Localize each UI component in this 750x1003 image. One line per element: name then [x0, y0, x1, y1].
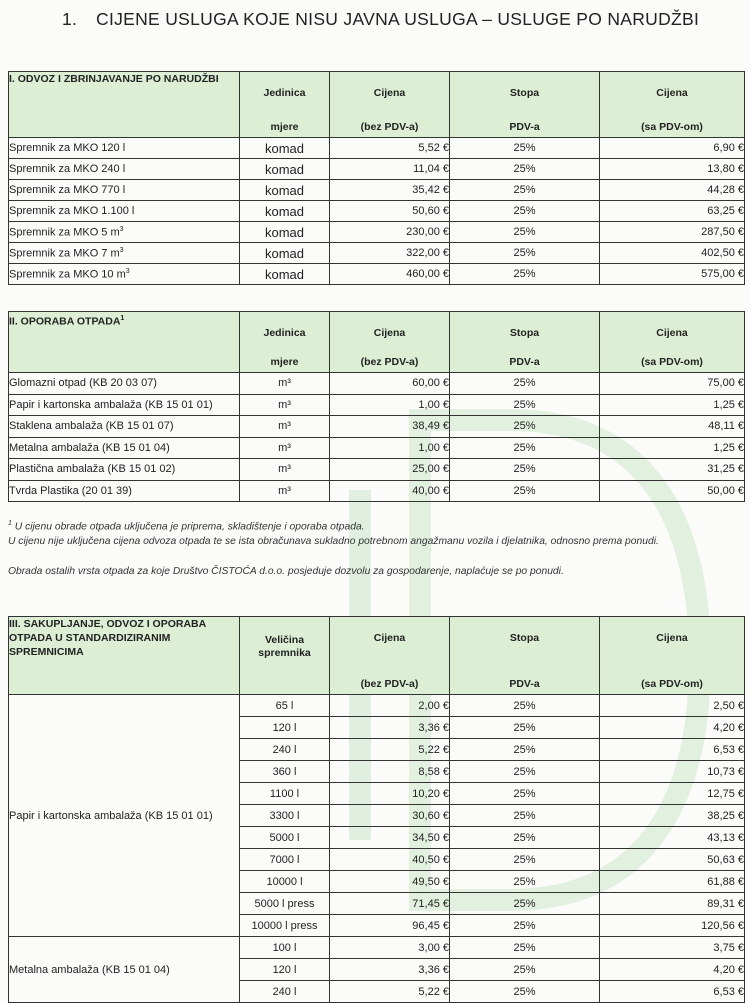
page-title-number: 1. — [62, 9, 78, 29]
table-row — [9, 222, 745, 243]
vat-rate-cell: 25% — [450, 416, 600, 438]
price-net-cell: 322,00 € — [330, 243, 450, 264]
price-net-cell: 2,00 € — [330, 695, 450, 717]
price-net-cell: 3,00 € — [330, 937, 450, 959]
price-net-cell: 460,00 € — [330, 264, 450, 285]
table-row — [9, 243, 745, 264]
vat-rate-cell: 25% — [450, 222, 600, 243]
item-name: Spremnik za MKO 120 l — [9, 138, 240, 159]
vat-rate-cell: 25% — [450, 849, 600, 871]
price-gross-cell: 4,20 € — [600, 959, 745, 981]
table-row — [9, 394, 745, 416]
table-row — [9, 695, 745, 717]
price-gross-cell: 31,25 € — [600, 459, 745, 481]
table-section-2 — [8, 311, 745, 502]
unit-cell: m³ — [240, 416, 330, 438]
section-1-rows — [9, 138, 745, 285]
footnotes — [8, 516, 728, 579]
price-net-cell: 49,50 € — [330, 871, 450, 893]
price-gross-cell: 6,90 € — [600, 138, 745, 159]
item-name: Spremnik za MKO 240 l — [9, 159, 240, 180]
unit-cell: m³ — [240, 373, 330, 395]
col-unit-header: Jedinica mjere — [240, 312, 330, 373]
unit-cell: komad — [240, 264, 330, 285]
item-name: Spremnik za MKO 7 $m^3$ — [9, 243, 240, 264]
price-gross-cell: 50,00 € — [600, 480, 745, 502]
footnote-2: U cijenu nije uključena cijena odvoza otpada te se ista obračunava sukladno potrebnom angažmanu vozila i djelatnika, odnosno prema ponudi. — [8, 536, 659, 548]
vat-rate-cell: 25% — [450, 871, 600, 893]
section-3-rows — [9, 695, 745, 1003]
vat-rate-cell: 25% — [450, 180, 600, 201]
price-gross-cell: 10,73 € — [600, 761, 745, 783]
price-net-cell: 11,04 € — [330, 159, 450, 180]
table-row — [9, 159, 745, 180]
price-net-cell: 3,36 € — [330, 717, 450, 739]
vat-rate-cell: 25% — [450, 827, 600, 849]
unit-cell: komad — [240, 243, 330, 264]
price-net-cell: 8,58 € — [330, 761, 450, 783]
size-cell: 3300 l — [240, 805, 330, 827]
table-row — [9, 180, 745, 201]
price-gross-cell: 402,50 € — [600, 243, 745, 264]
price-net-cell: 35,42 € — [330, 180, 450, 201]
superscript: 3 — [119, 246, 124, 254]
col-vat-header: Stopa PDV-a — [450, 312, 600, 373]
price-net-cell: 230,00 € — [330, 222, 450, 243]
size-cell: 240 l — [240, 739, 330, 761]
section-3-title: III. SAKUPLJANJE, ODVOZ I OPORABA OTPADA U STANDARDIZIRANIM SPREMNICIMA — [9, 617, 240, 695]
item-name: Papir i kartonska ambalaža (KB 15 01 01) — [9, 394, 240, 416]
table-row — [9, 201, 745, 222]
col-net-header: Cijena (bez PDV-a) — [330, 617, 450, 695]
col-gross-header: Cijena (sa PDV-om) — [600, 312, 745, 373]
table-row — [9, 459, 745, 481]
unit-cell: komad — [240, 222, 330, 243]
item-name: Staklena ambalaža (KB 15 01 07) — [9, 416, 240, 438]
table-row — [9, 437, 745, 459]
col-unit-header: Jedinica mjere — [240, 72, 330, 138]
price-net-cell: 5,52 € — [330, 138, 450, 159]
price-gross-cell: 75,00 € — [600, 373, 745, 395]
price-gross-cell: 44,28 € — [600, 180, 745, 201]
price-gross-cell: 12,75 € — [600, 783, 745, 805]
price-net-cell: 3,36 € — [330, 959, 450, 981]
col-size-header: Veličina spremnika — [240, 617, 330, 695]
price-gross-cell: 1,25 € — [600, 394, 745, 416]
unit-cell: m³ — [240, 394, 330, 416]
table-row — [9, 264, 745, 285]
price-gross-cell: 2,50 € — [600, 695, 745, 717]
price-gross-cell: 48,11 € — [600, 416, 745, 438]
item-name: Glomazni otpad (KB 20 03 07) — [9, 373, 240, 395]
vat-rate-cell: 25% — [450, 201, 600, 222]
price-net-cell: 30,60 € — [330, 805, 450, 827]
price-net-cell: 38,49 € — [330, 416, 450, 438]
price-gross-cell: 43,13 € — [600, 827, 745, 849]
size-cell: 100 l — [240, 937, 330, 959]
price-net-cell: 5,22 € — [330, 981, 450, 1003]
price-net-cell: 1,00 € — [330, 394, 450, 416]
group-name: Papir i kartonska ambalaža (KB 15 01 01) — [9, 695, 240, 937]
vat-rate-cell: 25% — [450, 805, 600, 827]
price-net-cell: 25,00 € — [330, 459, 450, 481]
size-cell: 1100 l — [240, 783, 330, 805]
size-cell: 65 l — [240, 695, 330, 717]
unit-cell: komad — [240, 159, 330, 180]
item-name: Metalna ambalaža (KB 15 01 04) — [9, 437, 240, 459]
price-net-cell: 60,00 € — [330, 373, 450, 395]
superscript: 3 — [119, 225, 124, 233]
price-net-cell: 96,45 € — [330, 915, 450, 937]
vat-rate-cell: 25% — [450, 937, 600, 959]
price-gross-cell: 287,50 € — [600, 222, 745, 243]
vat-rate-cell: 25% — [450, 159, 600, 180]
price-net-cell: 34,50 € — [330, 827, 450, 849]
page-title-text: CIJENE USLUGA KOJE NISU JAVNA USLUGA – USLUGE PO NARUDŽBI — [96, 9, 700, 29]
vat-rate-cell: 25% — [450, 459, 600, 481]
price-net-cell: 1,00 € — [330, 437, 450, 459]
superscript: 3 — [125, 267, 130, 275]
size-cell: 7000 l — [240, 849, 330, 871]
price-gross-cell: 4,20 € — [600, 717, 745, 739]
unit-cell: komad — [240, 138, 330, 159]
item-name: Spremnik za MKO 770 l — [9, 180, 240, 201]
vat-rate-cell: 25% — [450, 981, 600, 1003]
vat-rate-cell: 25% — [450, 695, 600, 717]
price-net-cell: 40,00 € — [330, 480, 450, 502]
vat-rate-cell: 25% — [450, 437, 600, 459]
vat-rate-cell: 25% — [450, 893, 600, 915]
vat-rate-cell: 25% — [450, 373, 600, 395]
price-gross-cell: 6,53 € — [600, 739, 745, 761]
vat-rate-cell: 25% — [450, 739, 600, 761]
price-gross-cell: 38,25 € — [600, 805, 745, 827]
price-gross-cell: 575,00 € — [600, 264, 745, 285]
price-gross-cell: 61,88 € — [600, 871, 745, 893]
item-name: Spremnik za MKO 1.100 l — [9, 201, 240, 222]
table-section-3 — [8, 616, 745, 1003]
vat-rate-cell: 25% — [450, 480, 600, 502]
table-row — [9, 138, 745, 159]
unit-cell: komad — [240, 201, 330, 222]
table-row — [9, 937, 745, 959]
item-name: Plastična ambalaža (KB 15 01 02) — [9, 459, 240, 481]
item-name: Spremnik za MKO 5 $m^3$ — [9, 222, 240, 243]
price-gross-cell: 3,75 € — [600, 937, 745, 959]
vat-rate-cell: 25% — [450, 243, 600, 264]
item-name: Tvrda Plastika (20 01 39) — [9, 480, 240, 502]
vat-rate-cell: 25% — [450, 761, 600, 783]
price-net-cell: 40,50 € — [330, 849, 450, 871]
section-2-rows — [9, 373, 745, 502]
size-cell: 120 l — [240, 959, 330, 981]
footnote-1: $^1$ U cijenu obrade otpada uključena je priprema, skladištenje i oporaba otpada. — [8, 520, 365, 533]
vat-rate-cell: 25% — [450, 394, 600, 416]
unit-cell: m³ — [240, 459, 330, 481]
vat-rate-cell: 25% — [450, 959, 600, 981]
size-cell: 5000 l press — [240, 893, 330, 915]
vat-rate-cell: 25% — [450, 264, 600, 285]
price-net-cell: 50,60 € — [330, 201, 450, 222]
vat-rate-cell: 25% — [450, 915, 600, 937]
price-gross-cell: 63,25 € — [600, 201, 745, 222]
price-gross-cell: 1,25 € — [600, 437, 745, 459]
table-row — [9, 480, 745, 502]
col-net-header: Cijena (bez PDV-a) — [330, 312, 450, 373]
price-gross-cell: 6,53 € — [600, 981, 745, 1003]
vat-rate-cell: 25% — [450, 717, 600, 739]
item-name: Spremnik za MKO 10 $m^3$ — [9, 264, 240, 285]
size-cell: 5000 l — [240, 827, 330, 849]
section-1-title: I. ODVOZ I ZBRINJAVANJE PO NARUDŽBI — [9, 72, 240, 138]
group-name: Metalna ambalaža (KB 15 01 04) — [9, 937, 240, 1003]
table-row — [9, 373, 745, 395]
col-net-header: Cijena (bez PDV-a) — [330, 72, 450, 138]
footnote-3: Obrada ostalih vrsta otpada za koje Društvo ČISTOĆA d.o.o. posjeduje dozvolu za gospodarenje, naplaćuje se po ponudi. — [8, 566, 564, 578]
unit-cell: m³ — [240, 480, 330, 502]
size-cell: 10000 l press — [240, 915, 330, 937]
size-cell: 360 l — [240, 761, 330, 783]
vat-rate-cell: 25% — [450, 138, 600, 159]
table-row — [9, 416, 745, 438]
table-section-1 — [8, 71, 745, 285]
price-net-cell: 10,20 € — [330, 783, 450, 805]
size-cell: 120 l — [240, 717, 330, 739]
unit-cell: komad — [240, 180, 330, 201]
price-gross-cell: 120,56 € — [600, 915, 745, 937]
col-gross-header: Cijena (sa PDV-om) — [600, 617, 745, 695]
section-2-title: II. OPORABA OTPADA$^1$ — [9, 312, 240, 373]
price-gross-cell: 89,31 € — [600, 893, 745, 915]
price-net-cell: 71,45 € — [330, 893, 450, 915]
price-net-cell: 5,22 € — [330, 739, 450, 761]
col-vat-header: Stopa PDV-a — [450, 617, 600, 695]
col-gross-header: Cijena (sa PDV-om) — [600, 72, 745, 138]
size-cell: 10000 l — [240, 871, 330, 893]
page-title — [62, 9, 699, 30]
vat-rate-cell: 25% — [450, 783, 600, 805]
price-gross-cell: 13,80 € — [600, 159, 745, 180]
price-gross-cell: 50,63 € — [600, 849, 745, 871]
unit-cell: m³ — [240, 437, 330, 459]
col-vat-header: Stopa PDV-a — [450, 72, 600, 138]
size-cell: 240 l — [240, 981, 330, 1003]
